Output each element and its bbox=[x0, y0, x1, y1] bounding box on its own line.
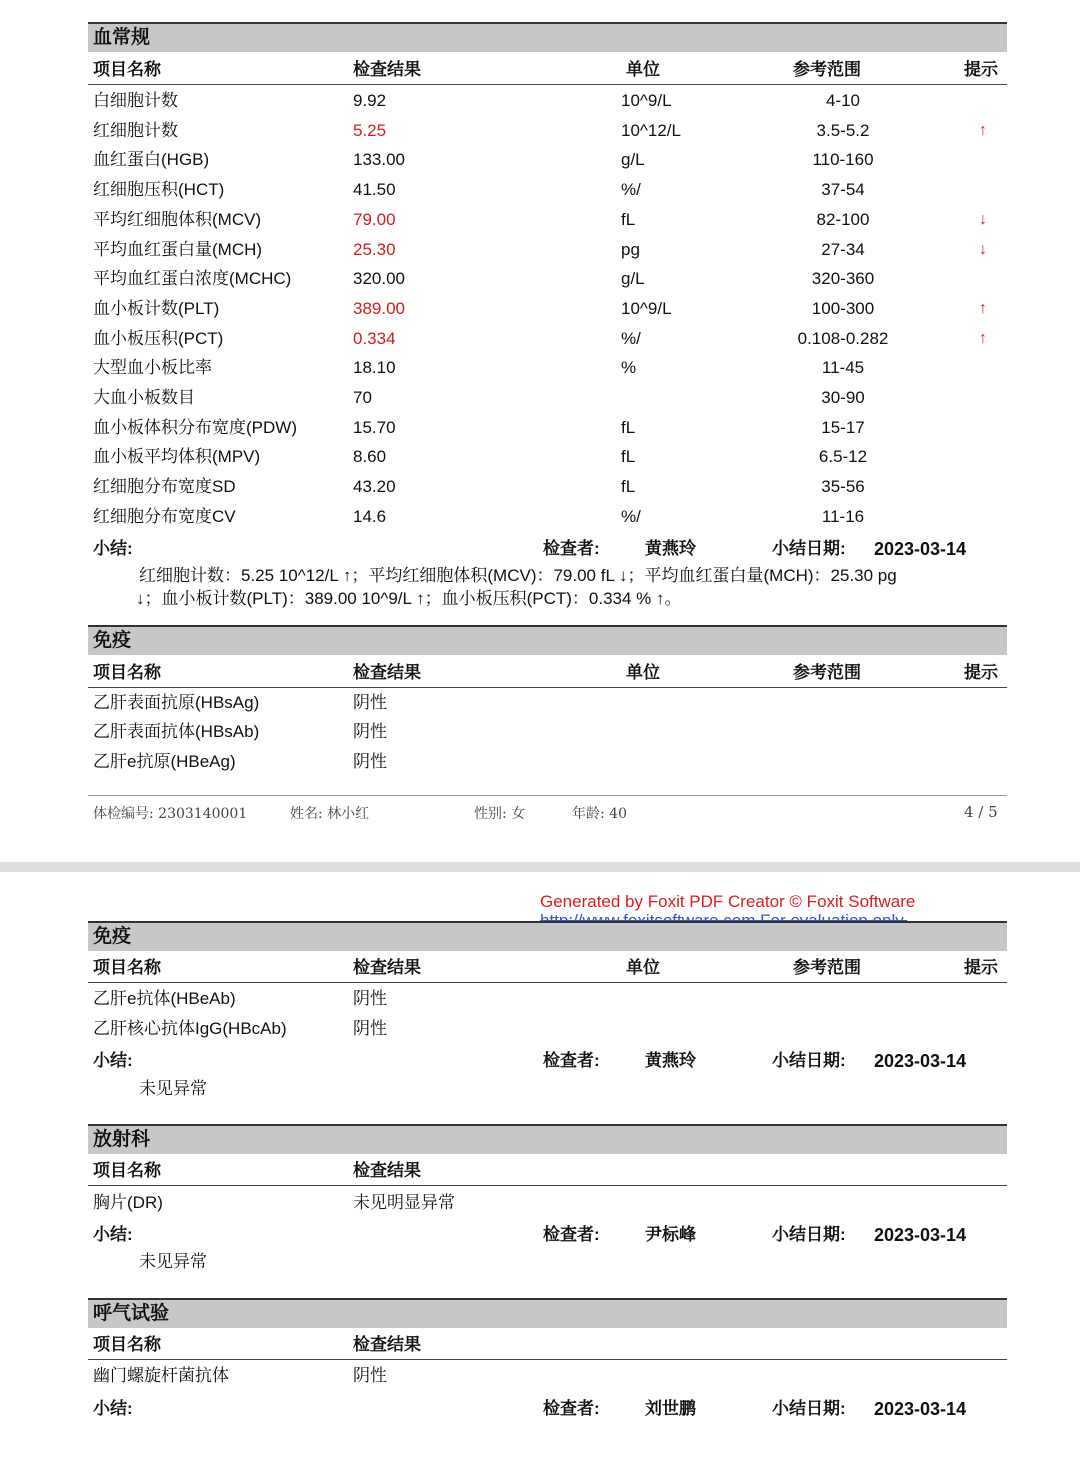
item-name: 胸片(DR) bbox=[93, 1193, 163, 1212]
table-row bbox=[88, 1188, 1007, 1218]
radiology-summary-line bbox=[88, 1221, 1007, 1249]
table-row bbox=[88, 1014, 1007, 1044]
summary-date-label: 小结日期: bbox=[772, 1051, 846, 1070]
item-reference-range: 11-45 bbox=[821, 358, 865, 377]
item-name: 乙肝e抗体(HBeAb) bbox=[93, 989, 236, 1008]
item-name: 大型血小板比率 bbox=[93, 358, 212, 377]
header-result: 检查结果 bbox=[353, 1335, 421, 1354]
item-result: 阴性 bbox=[353, 722, 387, 741]
item-result: 43.20 bbox=[353, 477, 396, 496]
item-reference-range: 100-300 bbox=[811, 299, 875, 318]
examiner-label: 检查者: bbox=[543, 1399, 600, 1418]
summary-note-line: ↓；血小板计数(PLT)：389.00 10^9/L ↑；血小板压积(PCT)：0.334 % ↑。 bbox=[136, 589, 682, 608]
header-name: 项目名称 bbox=[93, 60, 161, 79]
header-name: 项目名称 bbox=[93, 663, 161, 682]
item-reference-range: 11-16 bbox=[821, 507, 865, 526]
item-result: 25.30 bbox=[353, 240, 396, 259]
item-unit: %/ bbox=[621, 507, 641, 526]
header-tip: 提示 bbox=[964, 663, 998, 682]
item-result: 9.92 bbox=[353, 91, 387, 110]
item-unit: %/ bbox=[621, 180, 641, 199]
item-reference-range: 4-10 bbox=[825, 91, 861, 110]
summary-date-label: 小结日期: bbox=[772, 539, 846, 558]
item-unit: 10^9/L bbox=[621, 91, 672, 110]
header-unit: 单位 bbox=[626, 663, 660, 682]
summary-date: 2023-03-14 bbox=[874, 1051, 967, 1071]
exam-id: 体检编号: 2303140001 bbox=[93, 806, 248, 822]
blood-summary-note bbox=[136, 564, 989, 610]
item-result: 41.50 bbox=[353, 180, 396, 199]
abnormal-flag-icon: ↑ bbox=[979, 330, 987, 347]
item-result: 320.00 bbox=[353, 269, 405, 288]
summary-label: 小结: bbox=[93, 1051, 133, 1070]
item-unit: g/L bbox=[621, 269, 645, 288]
header-ref: 参考范围 bbox=[793, 60, 861, 79]
item-name: 血小板压积(PCT) bbox=[93, 329, 224, 348]
report-page-5 bbox=[0, 872, 1080, 1457]
item-result: 0.334 bbox=[353, 329, 396, 348]
table-row bbox=[88, 353, 1007, 383]
section-title: 免疫 bbox=[93, 630, 132, 651]
header-result: 检查结果 bbox=[353, 958, 421, 977]
table-row bbox=[88, 502, 1007, 532]
table-row bbox=[88, 175, 1007, 205]
table-header bbox=[88, 56, 1007, 85]
item-reference-range: 37-54 bbox=[821, 180, 865, 199]
table-header bbox=[88, 659, 1007, 688]
examiner-name: 刘世鹏 bbox=[645, 1399, 696, 1418]
table-row bbox=[88, 442, 1007, 472]
item-name: 乙肝表面抗原(HBsAg) bbox=[93, 693, 260, 712]
item-reference-range: 110-160 bbox=[812, 150, 874, 169]
section-header-blood-routine bbox=[88, 22, 1007, 52]
table-header bbox=[88, 954, 1007, 983]
item-reference-range: 320-360 bbox=[811, 269, 875, 288]
item-reference-range: 27-34 bbox=[821, 240, 865, 259]
section-header-immunology bbox=[88, 921, 1007, 951]
item-name: 红细胞压积(HCT) bbox=[93, 180, 225, 199]
summary-date: 2023-03-14 bbox=[874, 1225, 967, 1245]
section-title: 血常规 bbox=[93, 27, 151, 48]
section-header-breath-test bbox=[88, 1298, 1007, 1328]
header-tip: 提示 bbox=[964, 958, 998, 977]
item-unit: 10^12/L bbox=[621, 121, 681, 140]
item-result: 70 bbox=[353, 388, 372, 407]
item-reference-range: 35-56 bbox=[821, 477, 865, 496]
radiology-summary-note: 未见异常 bbox=[139, 1252, 207, 1271]
item-name: 幽门螺旋杆菌抗体 bbox=[93, 1366, 229, 1385]
section-title: 免疫 bbox=[93, 926, 132, 947]
item-reference-range: 3.5-5.2 bbox=[816, 121, 870, 140]
table-row bbox=[88, 383, 1007, 413]
item-name: 血红蛋白(HGB) bbox=[93, 150, 210, 169]
item-result: 阴性 bbox=[353, 989, 387, 1008]
table-row bbox=[88, 264, 1007, 294]
item-reference-range: 82-100 bbox=[816, 210, 870, 229]
table-row bbox=[88, 205, 1007, 235]
item-unit: g/L bbox=[621, 150, 645, 169]
examiner-label: 检查者: bbox=[543, 539, 600, 558]
summary-label: 小结: bbox=[93, 1225, 133, 1244]
item-unit: pg bbox=[621, 240, 640, 259]
table-header bbox=[88, 1157, 1007, 1186]
examiner-name: 尹标峰 bbox=[645, 1225, 696, 1244]
item-unit: fL bbox=[621, 418, 636, 437]
item-result: 79.00 bbox=[353, 210, 396, 229]
section-title: 呼气试验 bbox=[93, 1303, 170, 1324]
table-row bbox=[88, 984, 1007, 1014]
table-row bbox=[88, 717, 1007, 747]
examiner-name: 黄燕玲 bbox=[645, 1051, 696, 1070]
item-name: 白细胞计数 bbox=[93, 91, 178, 110]
summary-label: 小结: bbox=[93, 1399, 133, 1418]
section-header-immunology bbox=[88, 625, 1007, 655]
item-name: 红细胞分布宽度SD bbox=[93, 477, 236, 496]
item-result: 5.25 bbox=[353, 121, 387, 140]
abnormal-flag-icon: ↑ bbox=[979, 122, 987, 139]
item-name: 大血小板数目 bbox=[93, 388, 195, 407]
table-row bbox=[88, 116, 1007, 146]
item-unit: % bbox=[621, 358, 637, 377]
item-result: 15.70 bbox=[353, 418, 396, 437]
item-name: 乙肝e抗原(HBeAg) bbox=[93, 752, 236, 771]
item-result: 阴性 bbox=[353, 752, 387, 771]
item-name: 红细胞计数 bbox=[93, 121, 178, 140]
abnormal-flag-icon: ↑ bbox=[979, 300, 987, 317]
table-row bbox=[88, 294, 1007, 324]
item-result: 14.6 bbox=[353, 507, 387, 526]
header-ref: 参考范围 bbox=[793, 958, 861, 977]
item-result: 133.00 bbox=[353, 150, 405, 169]
table-row bbox=[88, 86, 1007, 116]
abnormal-flag-icon: ↓ bbox=[979, 241, 987, 258]
table-row bbox=[88, 472, 1007, 502]
item-result: 389.00 bbox=[353, 299, 405, 318]
header-tip: 提示 bbox=[964, 60, 998, 79]
examiner-label: 检查者: bbox=[543, 1225, 600, 1244]
page-footer bbox=[88, 795, 1007, 822]
table-row bbox=[88, 688, 1007, 718]
blood-summary-line bbox=[88, 535, 1007, 563]
summary-date: 2023-03-14 bbox=[874, 1399, 967, 1419]
table-row bbox=[88, 413, 1007, 443]
item-result: 阴性 bbox=[353, 1366, 387, 1385]
item-unit: fL bbox=[621, 447, 636, 466]
table-row bbox=[88, 324, 1007, 354]
item-unit: fL bbox=[621, 210, 636, 229]
header-result: 检查结果 bbox=[353, 60, 421, 79]
item-reference-range: 0.108-0.282 bbox=[797, 329, 889, 348]
item-name: 乙肝核心抗体IgG(HBcAb) bbox=[93, 1019, 287, 1038]
page-separator bbox=[0, 862, 1080, 872]
immunology-summary-note: 未见异常 bbox=[139, 1079, 207, 1098]
summary-date-label: 小结日期: bbox=[772, 1399, 846, 1418]
breath-summary-line bbox=[88, 1395, 1007, 1423]
page-number: 4 / 5 bbox=[964, 803, 998, 821]
item-name: 乙肝表面抗体(HBsAb) bbox=[93, 722, 260, 741]
item-name: 红细胞分布宽度CV bbox=[93, 507, 236, 526]
header-name: 项目名称 bbox=[93, 1161, 161, 1180]
header-result: 检查结果 bbox=[353, 663, 421, 682]
header-ref: 参考范围 bbox=[793, 663, 861, 682]
section-title: 放射科 bbox=[93, 1129, 151, 1150]
header-name: 项目名称 bbox=[93, 958, 161, 977]
patient-age: 年龄: 40 bbox=[572, 806, 627, 822]
header-name: 项目名称 bbox=[93, 1335, 161, 1354]
table-row bbox=[88, 235, 1007, 265]
patient-name: 姓名: 林小红 bbox=[290, 806, 370, 822]
item-reference-range: 15-17 bbox=[821, 418, 865, 437]
watermark-line: Generated by Foxit PDF Creator © Foxit Software bbox=[540, 892, 916, 911]
summary-date-label: 小结日期: bbox=[772, 1225, 846, 1244]
item-name: 血小板平均体积(MPV) bbox=[93, 447, 261, 466]
table-header bbox=[88, 1331, 1007, 1360]
item-name: 平均红细胞体积(MCV) bbox=[93, 210, 262, 229]
table-row bbox=[88, 1361, 1007, 1391]
table-row bbox=[88, 747, 1007, 777]
item-reference-range: 30-90 bbox=[821, 388, 865, 407]
header-unit: 单位 bbox=[626, 958, 660, 977]
item-name: 血小板体积分布宽度(PDW) bbox=[93, 418, 297, 437]
summary-label: 小结: bbox=[93, 539, 133, 558]
section-header-radiology bbox=[88, 1124, 1007, 1154]
item-name: 平均血红蛋白量(MCH) bbox=[93, 240, 263, 259]
patient-gender: 性别: 女 bbox=[474, 806, 526, 822]
header-result: 检查结果 bbox=[353, 1161, 421, 1180]
item-result: 阴性 bbox=[353, 693, 387, 712]
item-result: 8.60 bbox=[353, 447, 387, 466]
item-result: 18.10 bbox=[353, 358, 396, 377]
item-unit: fL bbox=[621, 477, 636, 496]
summary-note-line: 红细胞计数：5.25 10^12/L ↑；平均红细胞体积(MCV)：79.00 fL ↓；平均血红蛋白量(MCH)：25.30 pg bbox=[139, 566, 897, 585]
examiner-name: 黄燕玲 bbox=[645, 539, 696, 558]
item-unit: 10^9/L bbox=[621, 299, 672, 318]
item-reference-range: 6.5-12 bbox=[818, 447, 868, 466]
header-unit: 单位 bbox=[626, 60, 660, 79]
item-unit: %/ bbox=[621, 329, 641, 348]
immunology-summary-line bbox=[88, 1047, 1007, 1075]
item-name: 血小板计数(PLT) bbox=[93, 299, 220, 318]
item-name: 平均血红蛋白浓度(MCHC) bbox=[93, 269, 292, 288]
summary-date: 2023-03-14 bbox=[874, 539, 967, 559]
item-result: 未见明显异常 bbox=[353, 1193, 455, 1212]
abnormal-flag-icon: ↓ bbox=[979, 211, 987, 228]
item-result: 阴性 bbox=[353, 1019, 387, 1038]
examiner-label: 检查者: bbox=[543, 1051, 600, 1070]
table-row bbox=[88, 145, 1007, 175]
